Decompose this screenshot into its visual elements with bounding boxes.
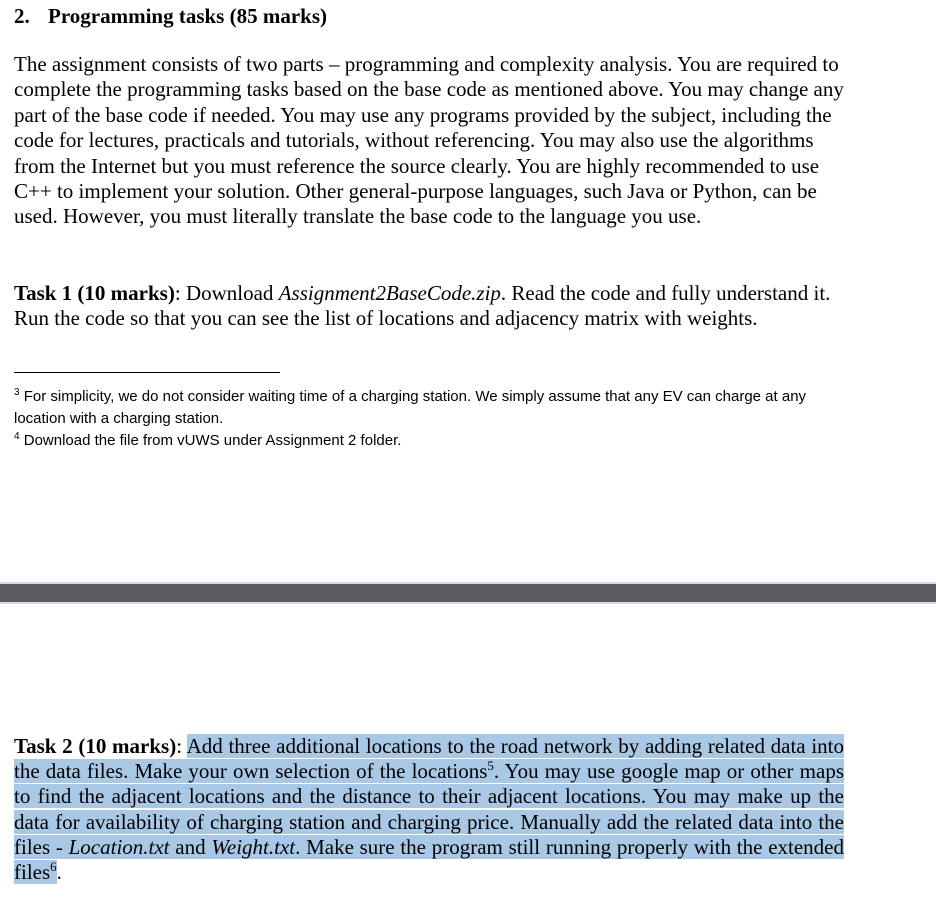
page-separator-bar bbox=[0, 584, 936, 602]
task2-footnote-mark-6: 6 bbox=[50, 859, 57, 875]
task2-colon: : bbox=[176, 734, 183, 758]
task1-colon: : bbox=[174, 281, 181, 305]
section-number: 2. bbox=[14, 4, 30, 28]
task2-paragraph bbox=[14, 734, 844, 885]
footnote-4-text: Download the file from vUWS under Assignment 2 folder. bbox=[23, 432, 402, 449]
footnote-4 bbox=[14, 430, 814, 452]
task1-paragraph bbox=[14, 281, 844, 332]
task2-text-b: . You may use google map or other maps to find the adjacent locations and the distance to their adjacent locations. You may make up the data for availability of charging station and charging price. Manually add the related data into the files - bbox=[14, 759, 844, 859]
task2-text-a: Add three additional locations to the road network by adding related data into the data files. Make your own selection of the locations bbox=[14, 734, 844, 784]
footnote-4-mark: 4 bbox=[14, 431, 20, 442]
task2-text-c: and bbox=[169, 834, 212, 859]
task1-text-a: Download bbox=[180, 281, 279, 305]
footnote-3 bbox=[14, 386, 814, 430]
footnote-separator bbox=[14, 372, 280, 373]
section-title: Programming tasks (85 marks) bbox=[48, 4, 328, 28]
task2-text-e: . bbox=[56, 860, 62, 885]
intro-paragraph: The assignment consists of two parts – programming and complexity analysis. You are required to complete the programming tasks based on the base code as mentioned above. You may change any part of the base code if needed. You may use any programs provided by the subject, including the code for lectures, practicals and tutorials, without referencing. You may also use the algorithms from the Internet but you must reference the source clearly. You are highly recommended to use C++ to implement your solution. Other general-purpose languages, such Java or Python, can be used. However, you must literally translate the base code to the language you use. bbox=[14, 52, 844, 229]
task1-text-b: . Read the code and fully understand it. Run the code so that you can see the list of locations and adjacency matrix with weights. bbox=[14, 281, 831, 331]
section-heading bbox=[14, 3, 327, 29]
task1-filename: Assignment2BaseCode.zip bbox=[278, 281, 501, 305]
task2-file-location: Location.txt bbox=[68, 834, 170, 859]
task2-text-d: . Make sure the program still running properly with the extended files bbox=[14, 834, 844, 885]
footnote-3-mark: 3 bbox=[14, 387, 20, 398]
document-page-lower bbox=[0, 604, 936, 904]
task1-label: Task 1 (10 marks) bbox=[14, 281, 175, 305]
footnote-3-text: For simplicity, we do not consider waiting time of a charging station. We simply assume that any EV can charge at any location with a charging station. bbox=[14, 388, 807, 427]
task2-footnote-mark-5: 5 bbox=[487, 758, 494, 774]
task2-file-weight: Weight.txt bbox=[211, 834, 296, 859]
task2-label: Task 2 (10 marks) bbox=[14, 734, 177, 758]
